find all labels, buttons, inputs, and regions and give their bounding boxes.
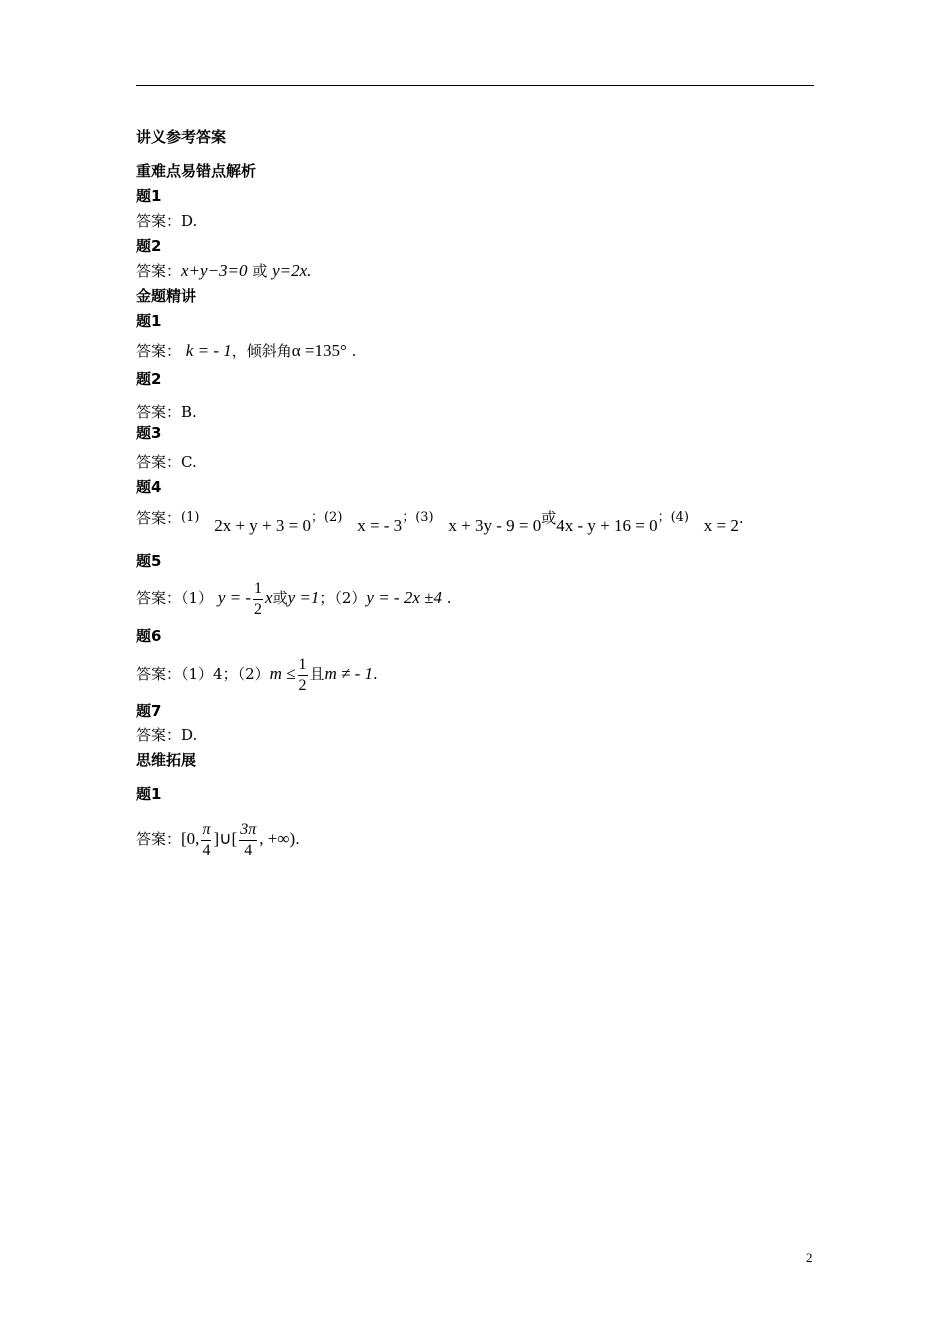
period: . xyxy=(738,509,744,527)
answer-prefix: 答案：（1）4；（2） xyxy=(136,665,270,683)
part-label: ；(2) xyxy=(310,510,343,525)
math-expression: x xyxy=(265,588,273,607)
fraction-denominator: 2 xyxy=(254,600,263,618)
section-heading-1: 重难点易错点解析 xyxy=(136,162,257,180)
math-expression: y=2x. xyxy=(272,261,312,280)
math-expression: 2x + y + 3 = 0 xyxy=(214,516,311,535)
answer-line xyxy=(136,342,356,360)
math-expression: [0, xyxy=(181,829,200,848)
math-expression: x = 2 xyxy=(703,516,739,535)
math-expression: m ≠ - 1 xyxy=(324,664,374,683)
question-label: 题1 xyxy=(136,312,162,330)
math-expression: , +∞) xyxy=(259,829,296,848)
question-label: 题6 xyxy=(136,627,162,645)
part-label: ；(3) xyxy=(402,510,434,525)
fraction-numerator: 3π xyxy=(239,822,257,841)
section-heading-2: 金题精讲 xyxy=(136,287,197,305)
part-label: (1) xyxy=(181,510,200,525)
fraction-denominator: 4 xyxy=(202,841,211,859)
answer-line xyxy=(136,262,311,280)
answer-text: ，倾斜角 xyxy=(231,342,292,360)
answer-text: 答案：C. xyxy=(136,453,197,471)
question-label: 题1 xyxy=(136,785,162,803)
question-label: 题3 xyxy=(136,424,162,442)
answer-text: 答案：D. xyxy=(136,212,198,230)
period: . xyxy=(295,830,300,848)
connector-text: 或 xyxy=(272,589,288,607)
answer-text: 答案：B. xyxy=(136,403,197,421)
answer-line xyxy=(136,576,452,620)
part-label: ；（2） xyxy=(319,589,367,607)
answer-line xyxy=(136,816,300,862)
fraction-denominator: 4 xyxy=(244,841,253,859)
math-expression: 4x - y + 16 = 0 xyxy=(556,516,658,535)
fraction-numerator: 1 xyxy=(298,657,308,676)
period: . xyxy=(351,342,357,360)
question-label: 题2 xyxy=(136,370,162,388)
answer-prefix: 答案： xyxy=(136,509,182,527)
math-expression: y =1 xyxy=(287,588,320,607)
connector-text: 且 xyxy=(309,665,325,683)
answer-prefix: 答案： xyxy=(136,830,182,848)
question-label: 题1 xyxy=(136,187,162,205)
fraction-numerator: 1 xyxy=(253,581,263,600)
answer-prefix: 答案： xyxy=(136,342,182,360)
math-expression: y = - xyxy=(217,588,252,607)
part-label: ；(4) xyxy=(657,510,690,525)
connector-text: 或 xyxy=(252,262,268,280)
page-title: 讲义参考答案 xyxy=(136,128,227,146)
fraction xyxy=(298,657,308,694)
math-expression: m ≤ xyxy=(269,664,296,683)
math-expression: ]∪[ xyxy=(213,829,238,848)
fraction xyxy=(253,581,263,618)
question-label: 题2 xyxy=(136,237,162,255)
math-expression: y = - 2x ±4 xyxy=(366,588,442,607)
math-expression: x + 3y - 9 = 0 xyxy=(448,516,542,535)
answer-text: 答案：D. xyxy=(136,726,198,744)
math-expression: x+y−3=0 xyxy=(181,261,248,280)
math-expression: k = - 1 xyxy=(185,341,232,360)
connector-text: 或 xyxy=(541,509,557,527)
header-rule xyxy=(136,85,814,86)
math-expression: α =135° xyxy=(291,341,347,360)
period: . xyxy=(446,589,452,607)
math-expression: x = - 3 xyxy=(357,516,403,535)
fraction-denominator: 2 xyxy=(298,676,307,694)
fraction xyxy=(239,822,257,859)
answer-prefix: 答案：（1） xyxy=(136,589,214,607)
question-label: 题4 xyxy=(136,478,162,496)
answer-line xyxy=(136,503,744,541)
question-label: 题7 xyxy=(136,702,162,720)
fraction-numerator: π xyxy=(201,822,211,841)
answer-prefix: 答案： xyxy=(136,262,182,280)
period: . xyxy=(373,665,378,683)
fraction xyxy=(201,822,211,859)
section-heading-3: 思维拓展 xyxy=(136,751,197,769)
page-number: 2 xyxy=(806,1250,813,1265)
question-label: 题5 xyxy=(136,552,162,570)
answer-line xyxy=(136,652,378,696)
